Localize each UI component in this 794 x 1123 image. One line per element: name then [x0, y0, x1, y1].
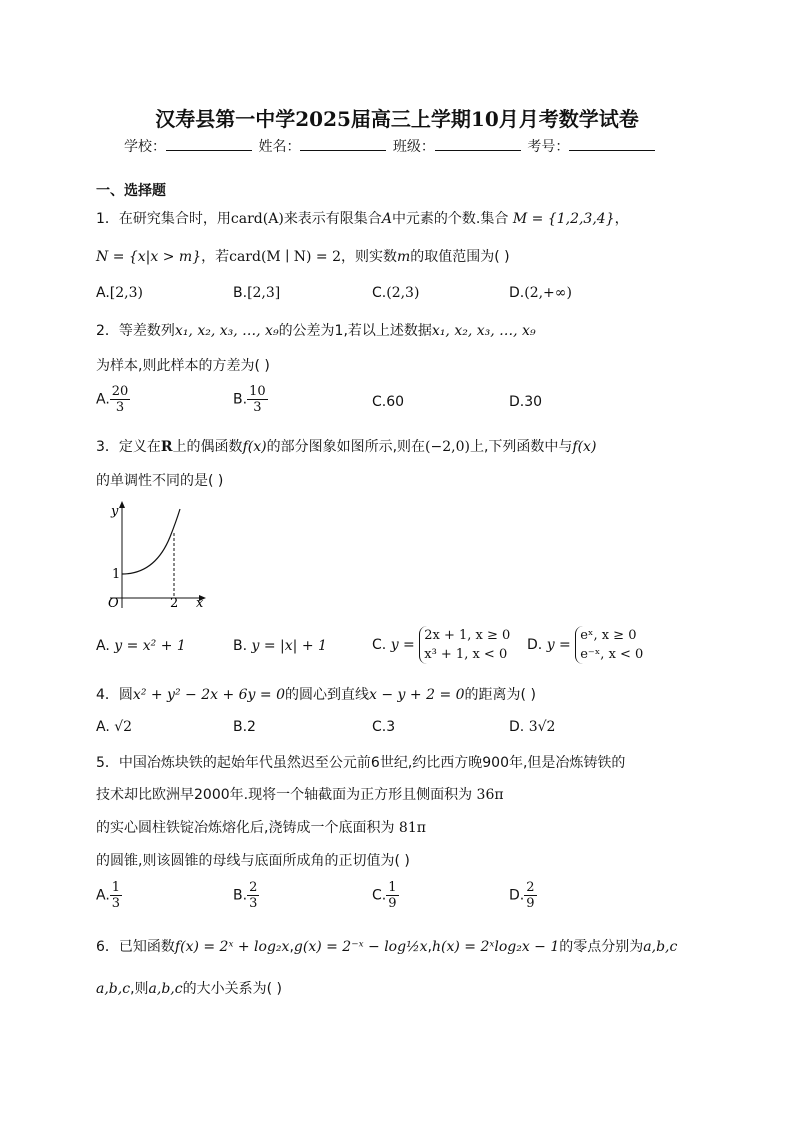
- q5-line1: 5．中国冶炼块铁的起始年代虽然迟至公元前6世纪,约比西方晚900年,但是冶炼铸铁的: [96, 755, 626, 771]
- q3-function: f(x): [242, 439, 267, 455]
- x-label: x: [196, 596, 204, 611]
- q3-text: 的部分图象如图所示,则在: [266, 439, 426, 455]
- y-label: y: [111, 504, 119, 519]
- q1-text: ，: [614, 211, 629, 227]
- q3-option-c[interactable]: C. y = 2x + 1, x ≥ 0 x³ + 1, x < 0: [372, 628, 511, 662]
- q5-option-a[interactable]: A. $\frac{1}{3}$: [96, 880, 121, 911]
- q6-abc: a,b,c: [643, 939, 678, 955]
- q1-set-a: A: [381, 211, 392, 227]
- name-blank: [300, 136, 386, 151]
- q5-option-d[interactable]: D. $\frac{2}{9}$: [509, 880, 535, 911]
- q5-option-c[interactable]: C. $\frac{1}{9}$: [372, 880, 397, 911]
- q5-line4: 的圆锥,则该圆锥的母线与底面所成角的正切值为( ): [96, 853, 410, 869]
- q3-text: 3．定义在: [96, 439, 161, 455]
- q1-text: 中元素的个数.集合: [391, 211, 509, 227]
- name-label: 姓名：: [258, 139, 301, 155]
- q1-set-m: M = {1,2,3,4}: [512, 211, 615, 227]
- class-label: 班级：: [392, 139, 435, 155]
- q6-line2: a,b,c,则a,b,c的大小关系为( ): [96, 981, 282, 997]
- q6-g: g(x) = 2⁻ˣ − log½x: [293, 939, 428, 955]
- q4-option-a[interactable]: A. √2: [96, 719, 133, 735]
- q2-option-d[interactable]: D.30: [509, 394, 543, 410]
- q2-option-b[interactable]: B. $\frac{10}{3}$: [233, 384, 266, 415]
- q2-line1: [96, 320, 536, 340]
- class-blank: [435, 136, 521, 151]
- q4-option-c[interactable]: C.3: [372, 719, 396, 735]
- q4-option-b[interactable]: B.2: [233, 719, 256, 735]
- q1-text: ，若: [201, 249, 230, 265]
- q5-line2: 技术却比欧洲早2000年.现将一个轴截面为正方形且侧面积为 36π: [96, 787, 504, 803]
- q3-option-d[interactable]: D. y = eˣ, x ≥ 0 e⁻ˣ, x < 0: [527, 628, 644, 662]
- q5-option-b[interactable]: B. $\frac{2}{3}$: [233, 880, 258, 911]
- q1-var-m: m: [396, 249, 411, 265]
- q6-line1: 6．已知函数f(x) = 2ˣ + log₂x,g(x) = 2⁻ˣ − log½x,h(x) = 2ˣlog₂x − 1的零点分别为a,b,c: [96, 939, 678, 955]
- q3-option-a[interactable]: A. y = x² + 1: [96, 638, 186, 654]
- q4-text: 的圆心到直线: [285, 687, 370, 703]
- q3-text: 上,下列函数中与: [469, 439, 573, 455]
- number-label: 考号：: [527, 139, 570, 155]
- page-title: 汉寿县第一中学2025届高三上学期10月月考数学试卷: [155, 107, 639, 131]
- curve: [122, 509, 180, 574]
- q4-text: 的距离为( ): [464, 687, 536, 703]
- q4-option-d[interactable]: D. 3√2: [509, 719, 556, 735]
- q1-line2: [96, 246, 510, 266]
- q3-line2: 的单调性不同的是( ): [96, 473, 224, 489]
- q1-set-n: N = {x|x > m}: [96, 249, 202, 265]
- student-info-row: [124, 136, 657, 156]
- q6-text: 6．已知函数: [96, 939, 175, 955]
- y-intercept-label: 1: [112, 567, 121, 582]
- q1-option-d[interactable]: D.(2,+∞): [509, 285, 572, 301]
- q3-option-b[interactable]: B. y = |x| + 1: [233, 638, 327, 654]
- q4-text: 4．圆: [96, 687, 133, 703]
- q3-function-graph: [100, 495, 212, 613]
- q1-line1: [96, 208, 629, 228]
- q5-base-area: 81π: [398, 820, 426, 836]
- q2-text: 2．等差数列: [96, 323, 175, 339]
- q4-line1: [96, 684, 536, 704]
- q1-option-b[interactable]: B.[2,3]: [233, 285, 281, 301]
- q1-text: 的取值范围为( ): [410, 249, 510, 265]
- q1-text: ，则实数: [340, 249, 397, 265]
- q2-text: 的公差为1,若以上述数据: [278, 323, 432, 339]
- section-heading: 一、选择题: [96, 183, 166, 199]
- q6-f: f(x) = 2ˣ + log₂x: [174, 939, 290, 955]
- school-blank: [166, 136, 252, 151]
- q3-real-set: R: [160, 439, 173, 455]
- q1-condition: card(M ∣ N) = 2: [229, 249, 341, 265]
- number-blank: [569, 136, 655, 151]
- q1-option-a[interactable]: A.[2,3): [96, 285, 143, 301]
- q1-text: 来表示有限集合: [283, 211, 382, 227]
- q1-card-a: card(A): [230, 211, 284, 227]
- school-label: 学校：: [124, 139, 166, 155]
- q2-option-c[interactable]: C.60: [372, 394, 405, 410]
- q3-interval: (−2,0): [425, 439, 470, 455]
- q3-function: f(x): [572, 439, 597, 455]
- origin-label: O: [108, 596, 119, 611]
- q4-circle-equation: x² + y² − 2x + 6y = 0: [132, 687, 286, 703]
- q4-line-equation: x − y + 2 = 0: [369, 687, 465, 703]
- x-tick-label: 2: [170, 596, 179, 611]
- q3-line1: [96, 436, 596, 456]
- q6-h: h(x) = 2ˣlog₂x − 1: [432, 939, 560, 955]
- q1-text: 1．在研究集合时，用: [96, 211, 231, 227]
- q2-sequence: x₁, x₂, x₃, …, x₉: [431, 323, 536, 339]
- q2-sequence: x₁, x₂, x₃, …, x₉: [174, 323, 279, 339]
- q6-text: 的零点分别为: [559, 939, 644, 955]
- q5-line3: 的实心圆柱铁锭冶炼熔化后,浇铸成一个底面积为 81π: [96, 820, 426, 836]
- q3-text: 上的偶函数: [172, 439, 243, 455]
- y-axis-arrow: [119, 501, 125, 508]
- q5-lateral-area: 36π: [476, 787, 504, 803]
- q2-line2: 为样本,则此样本的方差为( ): [96, 358, 270, 374]
- q1-option-c[interactable]: C.(2,3): [372, 285, 420, 301]
- q2-option-a[interactable]: A. $\frac{20}{3}$: [96, 384, 129, 415]
